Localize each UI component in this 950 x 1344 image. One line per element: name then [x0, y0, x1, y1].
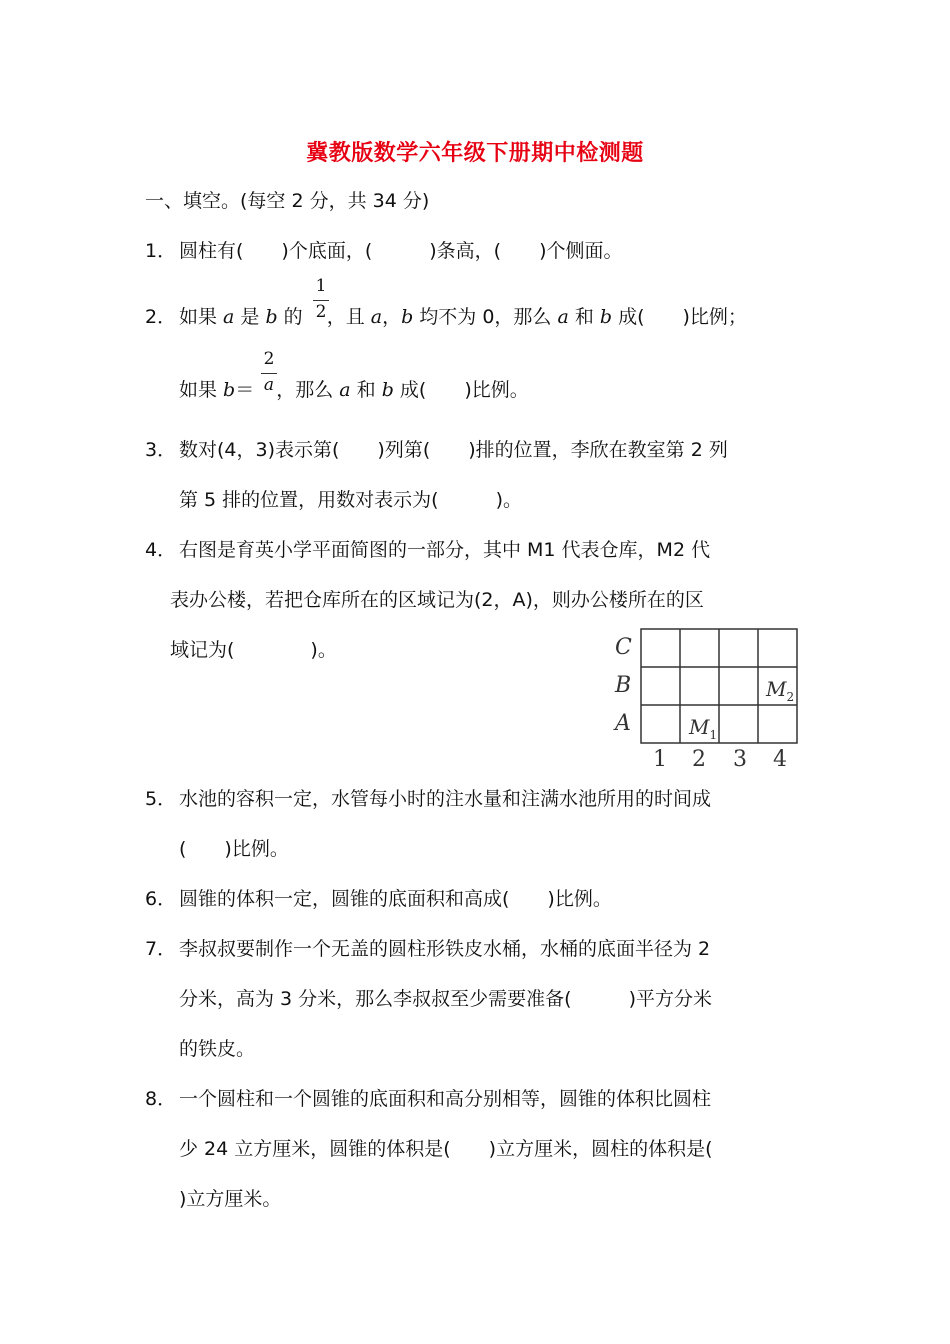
variable-a: a — [557, 306, 569, 328]
question-8-line-3: )立方厘米。 — [179, 1188, 282, 1210]
question-text: 数对(4，3)表示第( )列第( )排的位置，李欣在教室第 2 列 — [179, 439, 728, 461]
question-text: 一个圆柱和一个圆锥的底面积和高分别相等，圆锥的体积比圆柱 — [179, 1088, 712, 1110]
question-text: 右图是育英小学平面简图的一部分，其中 M1 代表仓库，M2 代 — [179, 539, 711, 561]
text-fragment: 如果 — [179, 379, 224, 401]
variable-b: b — [265, 306, 278, 328]
text-fragment: 均不为 0，那么 — [413, 306, 558, 328]
row-label-a: A — [615, 711, 631, 736]
row-label-b: B — [615, 673, 632, 698]
text-fragment: ，那么 — [276, 379, 340, 401]
variable-a: a — [370, 306, 383, 328]
fraction-one-half — [313, 276, 329, 328]
question-5-line-1 — [145, 786, 711, 812]
fraction-two-over-a — [261, 349, 277, 401]
question-6 — [145, 886, 612, 912]
variable-a: a — [339, 379, 351, 401]
question-number: 8． — [145, 1088, 177, 1110]
variable-b: b — [401, 306, 414, 328]
variable-b: b — [223, 379, 236, 401]
col-label-2: 2 — [692, 747, 706, 772]
office-marker-m2 — [766, 677, 794, 704]
text-fragment: ，且 — [326, 306, 371, 328]
question-number: 3． — [145, 439, 177, 461]
fraction-numerator: 1 — [315, 276, 327, 296]
text-fragment: 和 — [568, 306, 600, 328]
page-title: 冀教版数学六年级下册期中检测题 — [306, 141, 644, 166]
question-number: 1． — [145, 240, 177, 262]
question-2-line-1 — [145, 304, 747, 330]
text-fragment: 成( )比例； — [612, 306, 747, 328]
campus-grid-figure — [603, 627, 803, 779]
fraction-denominator: 2 — [315, 302, 327, 322]
question-number: 4． — [145, 539, 177, 561]
col-label-4: 4 — [773, 747, 787, 772]
question-text: 圆锥的体积一定，圆锥的底面积和高成( )比例。 — [179, 888, 612, 910]
variable-b: b — [381, 379, 394, 401]
question-text: 水池的容积一定，水管每小时的注水量和注满水池所用的时间成 — [179, 788, 712, 810]
fraction-denominator: a — [263, 375, 275, 395]
question-text: 圆柱有( )个底面，( )条高，( )个侧面。 — [179, 240, 623, 262]
question-7-line-1 — [145, 936, 710, 962]
text-fragment: 和 — [350, 379, 382, 401]
question-3-line-1 — [145, 437, 728, 463]
text-fragment: ＝ — [235, 379, 255, 401]
row-label-c: C — [615, 635, 632, 660]
question-2-line-2 — [179, 377, 529, 403]
col-label-1: 1 — [653, 747, 667, 772]
question-8-line-2: 少 24 立方厘米，圆锥的体积是( )立方厘米，圆柱的体积是( — [179, 1138, 713, 1160]
text-fragment: ， — [382, 306, 402, 328]
question-3-line-2: 第 5 排的位置，用数对表示为( )。 — [179, 489, 522, 511]
text-fragment: 如果 — [179, 306, 224, 328]
marker-subscript: 1 — [709, 728, 718, 742]
question-number: 2． — [145, 306, 177, 328]
question-7-line-3: 的铁皮。 — [179, 1038, 256, 1060]
question-number: 5． — [145, 788, 177, 810]
variable-b: b — [599, 306, 613, 328]
question-5-line-2: ( )比例。 — [179, 838, 289, 860]
col-label-3: 3 — [733, 747, 747, 772]
marker-letter: M — [689, 715, 710, 739]
question-4-line-3: 域记为( )。 — [170, 639, 337, 661]
warehouse-marker-m1 — [689, 715, 717, 742]
question-4-line-1 — [145, 537, 710, 563]
text-fragment: 成( )比例。 — [393, 379, 529, 401]
text-fragment: 的 — [277, 306, 303, 328]
variable-a: a — [223, 306, 235, 328]
question-number: 7． — [145, 938, 177, 960]
question-1 — [145, 238, 622, 264]
question-text: 李叔叔要制作一个无盖的圆柱形铁皮水桶，水桶的底面半径为 2 — [179, 938, 711, 960]
fraction-numerator: 2 — [263, 349, 275, 369]
question-7-line-2: 分米，高为 3 分米，那么李叔叔至少需要准备( )平方分米 — [179, 988, 712, 1010]
marker-subscript: 2 — [786, 690, 795, 704]
question-8-line-1 — [145, 1086, 711, 1112]
text-fragment: 是 — [234, 306, 266, 328]
marker-letter: M — [766, 677, 787, 701]
question-number: 6． — [145, 888, 177, 910]
question-4-line-2: 表办公楼，若把仓库所在的区域记为(2，A)，则办公楼所在的区 — [170, 589, 704, 611]
section-heading: 一、填空。(每空 2 分，共 34 分) — [145, 190, 430, 212]
